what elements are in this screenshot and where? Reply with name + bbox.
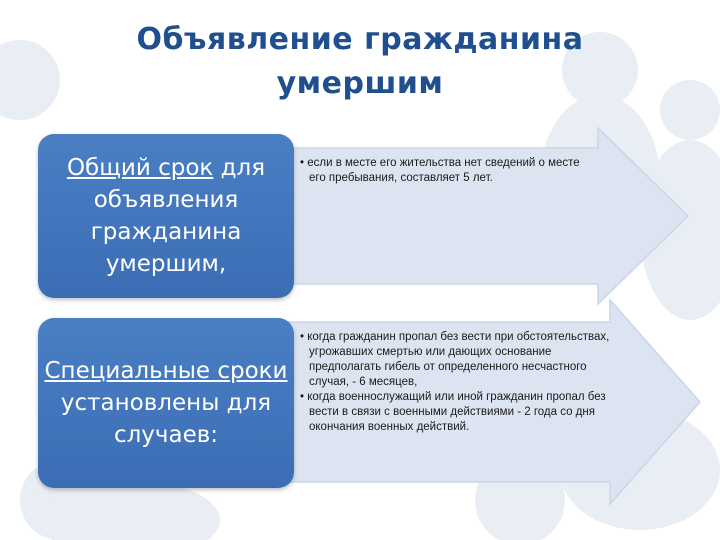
bullet-item: • когда гражданин пропал без вести при обстоятельствах, угрожавших смертью или дающих основание предполагать гибель от определенного несчастного случая, - 6 месяцев, [300,330,625,390]
bullet-item: • если в месте его жительства нет сведений о месте его пребывания, составляет 5 лет. [300,156,590,186]
special-terms-label-underlined: Специальные сроки [44,358,288,384]
title-line-1: Объявление гражданина [136,22,584,57]
special-terms-label [38,355,294,451]
general-term-bullets [300,156,590,186]
general-term-label-underlined: Общий срок [66,155,214,181]
special-terms-bullets [300,330,625,435]
bullet-item: • когда военнослужащий или иной гражданин пропал без вести в связи с военными действиями - 2 года со дня окончания военных действий. [300,390,625,435]
general-term-label-rest: для объявления гражданина умершим, [90,155,266,277]
general-term-box [38,134,294,298]
title-line-2: умершим [276,66,444,101]
special-terms-label-rest: установлены для случаев: [60,390,272,448]
arrow-general-term [270,128,688,304]
special-terms-box [38,318,294,488]
general-term-label [38,152,294,280]
